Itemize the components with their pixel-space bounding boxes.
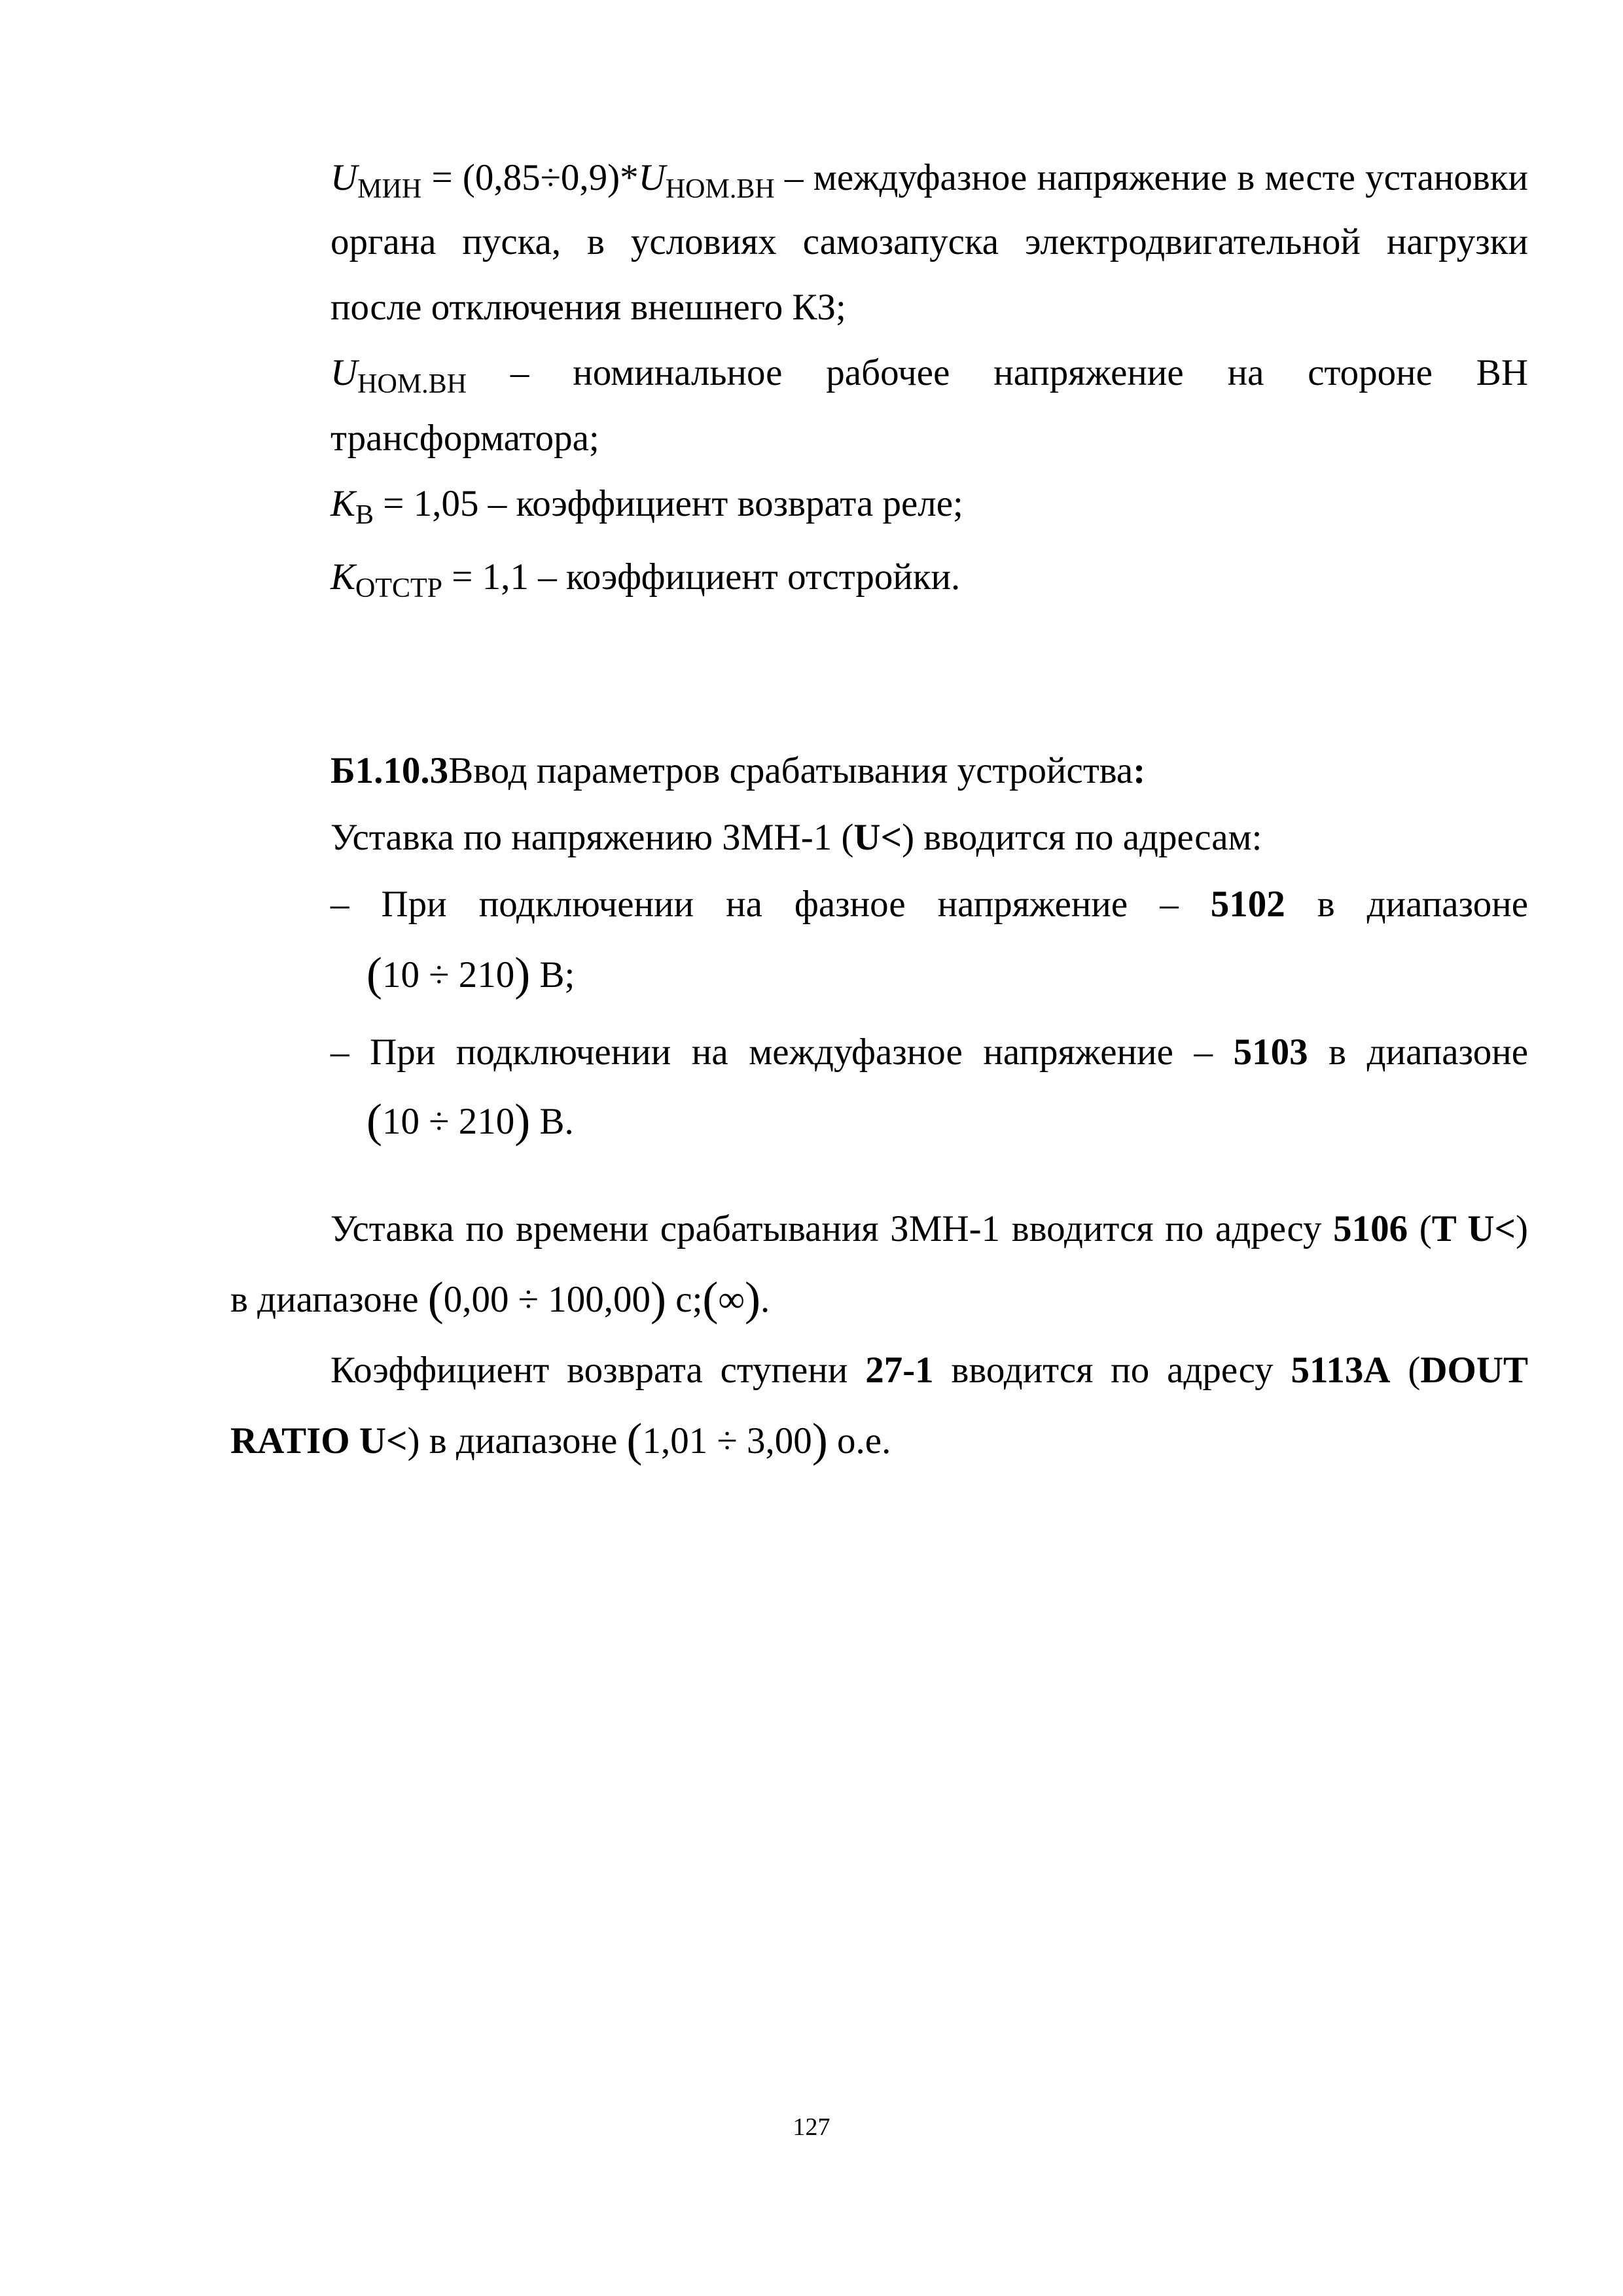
infinity-symbol: ∞ — [718, 1279, 745, 1320]
bullet-1-unit: В; — [530, 954, 575, 996]
kotstr-subscript: ОТСТР — [355, 573, 443, 603]
section-heading — [330, 747, 1145, 795]
section-number: Б1.10.3 — [330, 750, 449, 791]
intro-post: ) вводится по адресам: — [902, 817, 1262, 858]
umin-line-2: органа пуска, в условиях самозапуска электродвигательной нагрузки — [330, 221, 1528, 262]
return-ratio-unit: о.е. — [827, 1420, 891, 1462]
kotstr-symbol: K — [330, 556, 356, 598]
section-colon: : — [1133, 750, 1146, 791]
bullet-2-dash: – — [330, 1031, 349, 1073]
bullet-2-line-2: (10 ÷ 210) В. — [366, 1094, 574, 1147]
bullet-1-range: 10 ÷ 210 — [382, 954, 515, 996]
unom-subscript-inline: НОМ.ВН — [665, 174, 775, 204]
bullet-2-tail: в диапазоне — [1329, 1031, 1529, 1073]
return-ratio-stage: 27-1 — [865, 1350, 934, 1391]
time-setting-address: 5106 — [1333, 1208, 1408, 1249]
bullet-1-dash: – — [330, 884, 349, 925]
bullet-2-text: При подключении на междуфазное напряжение – — [370, 1031, 1213, 1073]
time-setting-line-1: Уставка по времени срабатывания ЗМН-1 вводится по адресу 5106 (T U<) — [330, 1208, 1529, 1249]
bullet-1-text: При подключении на фазное напряжение – — [381, 884, 1179, 925]
umin-equation: = (0,85÷0,9)* — [421, 157, 639, 198]
kotstr-line — [330, 554, 960, 604]
time-setting-range: 0,00 ÷ 100,00 — [443, 1279, 651, 1320]
unom-description: – номинальное рабочее напряжение на стороне ВН — [467, 352, 1528, 393]
unom-line-2: трансформатора; — [330, 418, 599, 459]
page-number: 127 — [793, 2113, 830, 2141]
voltage-setting-intro — [330, 814, 1262, 861]
return-ratio-range: 1,01 ÷ 3,00 — [642, 1420, 812, 1462]
intro-code: U< — [853, 817, 902, 858]
kv-symbol: K — [330, 483, 356, 524]
time-setting-code: T U< — [1431, 1208, 1516, 1249]
unom-subscript: НОМ.ВН — [357, 369, 467, 399]
return-ratio-code-2: RATIO U< — [230, 1420, 408, 1462]
umin-line-1 — [330, 154, 1528, 205]
section-title: Ввод параметров срабатывания устройства — [448, 750, 1133, 791]
umin-description: – междуфазное напряжение в месте установки — [774, 157, 1528, 198]
time-setting-unit: с; — [666, 1279, 703, 1320]
bullet-1-tail: в диапазоне — [1317, 884, 1529, 925]
return-ratio-address: 5113А — [1291, 1350, 1391, 1391]
bullet-1-line-1 — [330, 881, 1528, 928]
return-ratio-line-2: RATIO U<) в диапазоне (1,01 ÷ 3,00) о.е. — [230, 1414, 891, 1466]
umin-line-3: после отключения внешнего КЗ; — [330, 287, 846, 328]
return-ratio-code-1: DOUT — [1420, 1350, 1528, 1391]
bullet-2-range: 10 ÷ 210 — [382, 1101, 515, 1142]
kotstr-description: = 1,1 – коэффициент отстройки. — [442, 556, 961, 598]
unom-symbol: U — [330, 352, 358, 393]
time-setting-pre: Уставка по времени срабатывания ЗМН-1 вводится по адресу — [330, 1208, 1334, 1249]
unom-symbol-inline: U — [638, 157, 666, 198]
return-ratio-line-1: Коэффициент возврата ступени 27-1 вводится по адресу 5113А (DOUT — [330, 1350, 1528, 1391]
kv-line — [330, 480, 963, 531]
bullet-1-address: 5102 — [1210, 884, 1285, 925]
bullet-1-line-2: (10 ÷ 210) В; — [366, 948, 575, 1000]
intro-pre: Уставка по напряжению ЗМН-1 ( — [330, 817, 854, 858]
unom-line-1 — [330, 350, 1528, 400]
kv-description: = 1,05 – коэффициент возврата реле; — [374, 483, 963, 524]
bullet-2-address: 5103 — [1233, 1031, 1308, 1073]
bullet-2-unit: В. — [530, 1101, 574, 1142]
time-setting-line-2: в диапазоне (0,00 ÷ 100,00) с;(∞). — [230, 1272, 770, 1325]
umin-symbol: U — [330, 157, 358, 198]
kv-subscript: В — [355, 500, 374, 530]
umin-subscript: МИН — [357, 174, 422, 204]
bullet-2-line-1 — [330, 1029, 1528, 1076]
